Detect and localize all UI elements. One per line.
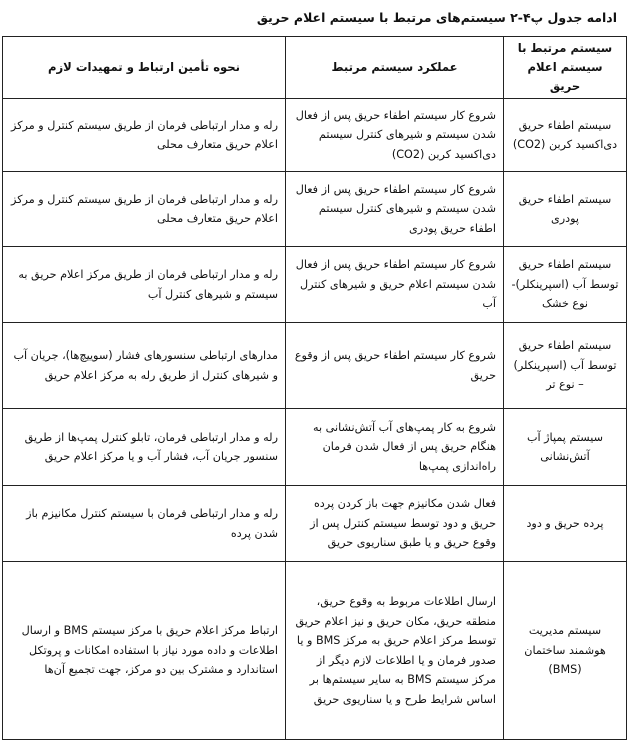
cell-connection: رله و مدار ارتباطی فرمان از طریق سیستم کنترل و مرکز اعلام حریق متعارف محلی [3, 172, 286, 247]
cell-connection: رله و مدار ارتباطی فرمان از طریق سیستم کنترل و مرکز اعلام حریق متعارف محلی [3, 99, 286, 172]
cell-connection: ارتباط مرکز اعلام حریق با مرکز سیستم BMS و ارسال اطلاعات و داده مورد نیاز با استفاده امکانات و پروتکل استاندارد و مشترک بین دو مرکز، جهت تجمیع آن‌ها [3, 562, 286, 740]
table-row [3, 562, 627, 740]
table-row [3, 247, 627, 323]
table-row [3, 409, 627, 486]
cell-connection: رله و مدار ارتباطی فرمان، تابلو کنترل پمپ‌ها از طریق سنسور جریان آب، فشار آب و یا مرکز اعلام حریق [3, 409, 286, 486]
cell-function: شروع کار سیستم اطفاء حریق پس از فعال شدن سیستم و شیرهای کنترل سیستم دی‌اکسید کربن (CO2) [286, 99, 504, 172]
cell-function: شروع کار سیستم اطفاء حریق پس از فعال شدن سیستم و شیرهای کنترل سیستم اطفاء حریق پودری [286, 172, 504, 247]
cell-function: ارسال اطلاعات مربوط به وقوع حریق، منطقه حریق، مکان حریق و نیز اعلام حریق توسط مرکز اعلام حریق به مرکز BMS و یا صدور فرمان و یا اطلاعات لازم دیگر از مرکز سیستم BMS به سایر سیستم‌ها بر اساس شرایط طرح و یا سناریوی حریق [286, 562, 504, 740]
cell-system: سیستم اطفاء حریق توسط آب (اسپرینکلر) – نوع تر [504, 323, 627, 409]
cell-function: فعال شدن مکانیزم جهت باز کردن پرده حریق و دود توسط سیستم کنترل پس از وقوع حریق و یا طبق سناریوی حریق [286, 486, 504, 562]
cell-function: شروع کار سیستم اطفاء حریق پس از فعال شدن سیستم اعلام حریق و شیرهای کنترل آب [286, 247, 504, 323]
cell-connection: رله و مدار ارتباطی فرمان از طریق مرکز اعلام حریق به سیستم و شیرهای کنترل آب [3, 247, 286, 323]
table-row [3, 323, 627, 409]
header-connection: نحوه تأمین ارتباط و تمهیدات لازم [3, 37, 286, 99]
cell-system: سیستم اطفاء حریق توسط آب (اسپرینکلر)- نوع خشک [504, 247, 627, 323]
cell-function: شروع کار سیستم اطفاء حریق پس از وقوع حریق [286, 323, 504, 409]
table-header-row [3, 37, 627, 99]
table-row [3, 172, 627, 247]
related-systems-table [2, 36, 627, 740]
header-system: سیستم مرتبط با سیستم اعلام حریق [504, 37, 627, 99]
cell-connection: رله و مدار ارتباطی فرمان با سیستم کنترل مکانیزم باز شدن پرده [3, 486, 286, 562]
table-caption: ادامه جدول پ۴-۲ سیستم‌های مرتبط با سیستم اعلام حریق [256, 10, 617, 25]
cell-connection: مدارهای ارتباطی سنسورهای فشار (سوییچ‌ها)، جریان آب و شیرهای کنترل از طریق رله به مرکز اعلام حریق [3, 323, 286, 409]
table-row [3, 99, 627, 172]
cell-system: سیستم اطفاء حریق پودری [504, 172, 627, 247]
cell-system: سیستم مدیریت هوشمند ساختمان (BMS) [504, 562, 627, 740]
header-function: عملکرد سیستم مرتبط [286, 37, 504, 99]
cell-function: شروع به کار پمپ‌های آب آتش‌نشانی به هنگام حریق پس از فعال شدن فرمان راه‌اندازی پمپ‌ها [286, 409, 504, 486]
cell-system: سیستم اطفاء حریق دی‌اکسید کربن (CO2) [504, 99, 627, 172]
table-row [3, 486, 627, 562]
cell-system: سیستم پمپاژ آب آتش‌نشانی [504, 409, 627, 486]
cell-system: پرده حریق و دود [504, 486, 627, 562]
